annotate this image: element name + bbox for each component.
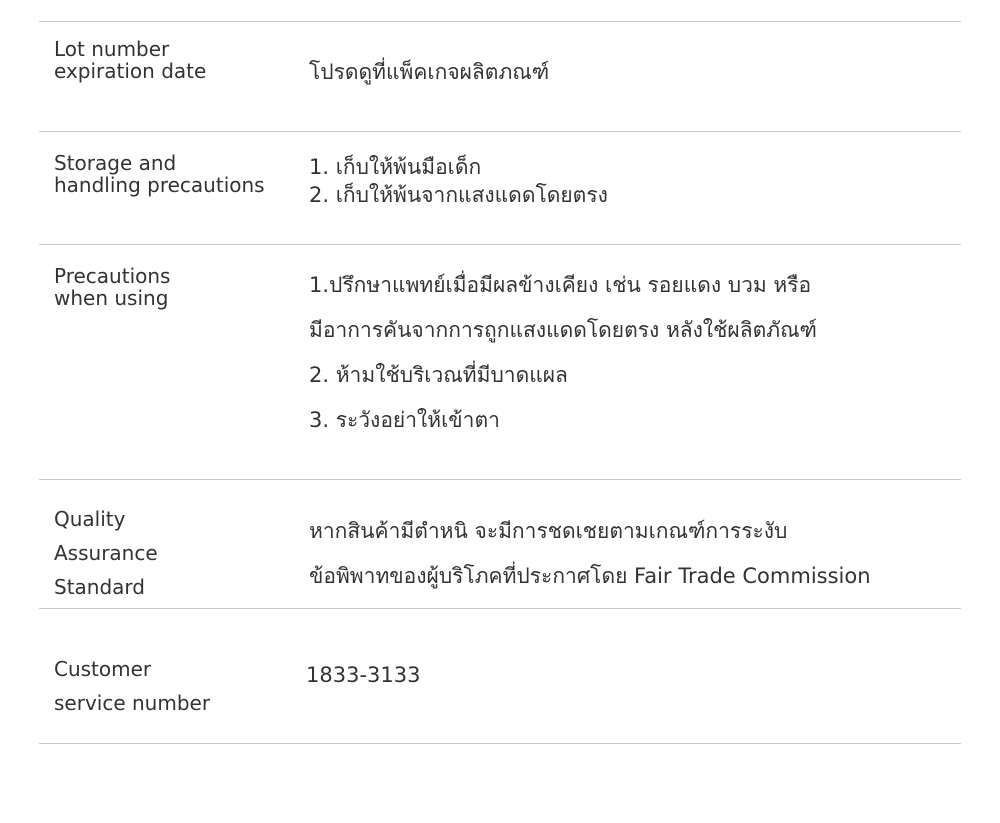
value-line: หากสินค้ามีตำหนิ จะมีการชดเชยตามเกณฑ์การระงับ (309, 519, 788, 543)
divider (39, 21, 961, 22)
label-line: Quality (54, 507, 126, 531)
label-line: handling precautions (54, 173, 265, 197)
value-line: โปรดดูที่แพ็คเกจผลิตภณฑ์ (309, 60, 550, 84)
storage-label (54, 152, 294, 196)
label-line: expiration date (54, 59, 207, 83)
label-line: Assurance (54, 541, 158, 565)
value-line: มีอาการคันจากการถูกแสงแดดโดยตรง หลังใช้ผลิตภัณฑ์ (309, 318, 817, 342)
precautions-value (309, 263, 959, 443)
value-line: 2. เก็บให้พ้นจากแสงแดดโดยตรง (309, 183, 608, 207)
label-line: Storage and (54, 151, 177, 175)
quality-value (309, 509, 959, 599)
label-line: service number (54, 691, 211, 715)
lot-number-value (309, 60, 959, 84)
customer-service-number (306, 663, 956, 687)
label-line: Standard (54, 575, 145, 599)
value-line: 2. ห้ามใช้บริเวณที่มีบาดแผล (309, 363, 568, 387)
storage-value (309, 153, 959, 209)
divider (39, 743, 961, 744)
value-line: ข้อพิพาทของผู้บริโภคที่ประกาศโดย Fair Trade Commission (309, 564, 871, 588)
customer-service-label (54, 652, 294, 720)
label-line: when using (54, 286, 169, 310)
quality-label (54, 502, 294, 604)
divider (39, 479, 961, 480)
label-line: Lot number (54, 37, 170, 61)
label-line: Customer (54, 657, 152, 681)
value-line: 1833-3133 (306, 663, 421, 687)
divider (39, 608, 961, 609)
label-line: Precautions (54, 264, 171, 288)
value-line: 3. ระวังอย่าให้เข้าตา (309, 408, 500, 432)
divider (39, 131, 961, 132)
divider (39, 244, 961, 245)
lot-number-label (54, 38, 294, 82)
value-line: 1. เก็บให้พ้นมือเด็ก (309, 155, 482, 179)
precautions-label (54, 265, 294, 309)
value-line: 1.ปรึกษาแพทย์เมื่อมีผลข้างเคียง เช่น รอยแดง บวม หรือ (309, 273, 812, 297)
